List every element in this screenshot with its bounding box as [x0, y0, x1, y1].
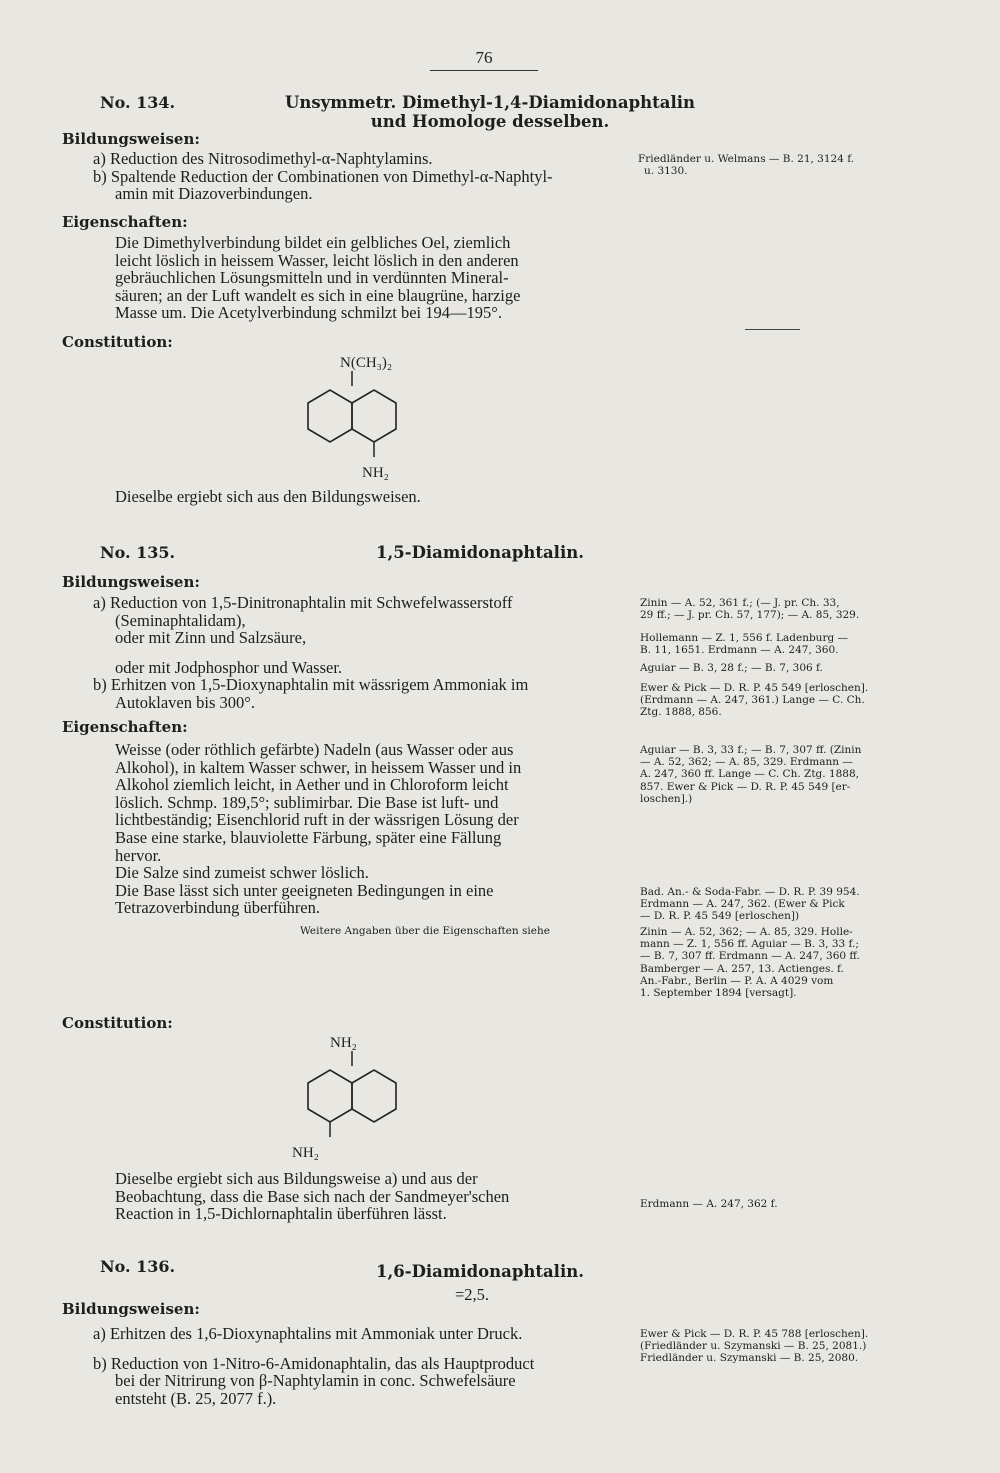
entry-134-title-line1: Unsymmetr. Dimethyl-1,4-Diamidonaphtalin — [285, 93, 695, 112]
entry-135-eig-text — [115, 741, 615, 917]
entry-134-title — [260, 93, 720, 131]
entry-135-eig-line: Base eine starke, blauviolette Färbung, später eine Fällung — [115, 827, 502, 847]
entry-134-number: No. 134. — [100, 93, 176, 112]
benzene-ring-left — [308, 1070, 352, 1122]
ref-line: — D. R. P. 45 549 [erloschen]) — [640, 910, 800, 923]
ref-line: Friedländer u. Szymanski — B. 25, 2080. — [640, 1352, 859, 1365]
entry-136-subtitle: =2,5. — [455, 1285, 490, 1304]
entry-136-bildung-b3: entsteht (B. 25, 2077 f.). — [115, 1388, 277, 1408]
benzene-ring-right — [352, 390, 396, 442]
entry-136-title: 1,6-Diamidonaphtalin. — [376, 1262, 584, 1281]
ref-line: Erdmann — A. 247, 362. (Ewer & Pick — [640, 898, 845, 911]
entry-135-eig-line: hervor. — [115, 845, 162, 865]
entry-134-eig-line: gebräuchlichen Lösungsmitteln und in verdünnten Mineral- — [115, 268, 509, 288]
entry-134-refs — [638, 153, 938, 177]
ref-line: 857. Ewer & Pick — D. R. P. 45 549 [er- — [640, 780, 851, 793]
ref-line: Hollemann — Z. 1, 556 f. Ladenburg — — [640, 632, 849, 644]
entry-135-title-text: 1,5-Diamidonaphtalin. — [376, 543, 584, 562]
ref-line: Ewer & Pick — D. R. P. 45 788 [erloschen]. — [640, 1328, 869, 1340]
ref-line: Bamberger — A. 257, 13. Actienges. f. — [640, 962, 844, 975]
entry-135-bildung — [93, 594, 623, 712]
entry-134-const-note: Dieselbe ergiebt sich aus den Bildungsweisen. — [115, 487, 421, 506]
entry-136-bildung-b2: bei der Nitrirung von β-Naphtylamin in conc. Schwefelsäure — [115, 1371, 516, 1391]
group-amino-top: NH₂ — [330, 1035, 357, 1051]
entry-135-eig-line: Die Base lässt sich unter geeigneten Bedingungen in eine — [115, 880, 494, 900]
ref-line: Zinin — A. 52, 362; — A. 85, 329. Holle- — [640, 926, 853, 938]
entry-136-bildung-b1: b) Reduction von 1-Nitro-6-Amidonaphtalin, das als Hauptproduct — [93, 1353, 535, 1373]
entry-134-bildung-a: a) Reduction des Nitrosodimethyl-α-Naphtylamins. — [93, 149, 433, 168]
entry-135-eig-line: Alkohol), in kaltem Wasser schwer, in heissem Wasser und in — [115, 757, 522, 777]
ref-line: 29 ff.; — J. pr. Ch. 57, 177); — A. 85, 329. — [640, 609, 860, 622]
entry-135-refs-e — [640, 744, 920, 805]
entry-135-eig-line: Tetrazoverbindung überführen. — [115, 898, 321, 918]
entry-136-bildung-label: Bildungsweisen: — [62, 1300, 200, 1318]
entry-134-eig-line: Die Dimethylverbindung bildet ein gelbliches Oel, ziemlich — [115, 233, 511, 252]
entry-135-bildung-a3: oder mit Zinn und Salzsäure, — [115, 628, 307, 648]
ref-line: Ewer & Pick — D. R. P. 45 549 [erloschen]. — [640, 682, 869, 694]
entry-135-bildung-label: Bildungsweisen: — [62, 573, 200, 591]
entry-134-title-line2: und Homologe desselben. — [370, 112, 610, 131]
entry-135-const-line: Dieselbe ergiebt sich aus Bildungsweise a) und aus der — [115, 1169, 478, 1188]
entry-135-number: No. 135. — [100, 543, 176, 562]
entry-134-bildung — [93, 150, 623, 203]
entry-136-refs — [640, 1328, 920, 1365]
naphthalene-structure-135 — [270, 1025, 430, 1165]
page-number: 76 — [430, 48, 538, 71]
entry-136-bildung-a: a) Erhitzen des 1,6-Dioxynaphtalins mit Ammoniak unter Druck. — [93, 1324, 523, 1343]
benzene-ring-left — [308, 390, 352, 442]
group-amino-bottom: NH₂ — [292, 1145, 319, 1161]
ref-line: Aguiar — B. 3, 33 f.; — B. 7, 307 ff. (Zinin — [640, 744, 862, 756]
ref-line: — B. 7, 307 ff. Erdmann — A. 247, 360 ff. — [640, 950, 860, 963]
ref-line: (Friedländer u. Szymanski — B. 25, 2081.) — [640, 1340, 867, 1353]
ref-line: Aguiar — B. 3, 28 f.; — B. 7, 306 f. — [640, 662, 823, 674]
entry-135-eig-label: Eigenschaften: — [62, 718, 188, 736]
entry-135-const-line: Beobachtung, dass die Base sich nach der Sandmeyer'schen — [115, 1186, 510, 1206]
entry-135-title — [330, 543, 630, 562]
entry-135-refs-h — [640, 1198, 920, 1210]
entry-134-bildung-label: Bildungsweisen: — [62, 130, 200, 148]
entry-135-refs-f — [640, 886, 920, 923]
entry-135-bildung-b2: Autoklaven bis 300°. — [115, 692, 255, 712]
entry-135-refs-b — [640, 632, 920, 656]
entry-135-refs-d — [640, 682, 920, 719]
ref-line: An.-Fabr., Berlin — P. A. A 4029 vom — [640, 974, 834, 987]
entry-134-eig-text — [115, 234, 615, 322]
entry-135-refs-a — [640, 597, 920, 621]
group-amino: NH₂ — [362, 465, 389, 481]
ref-line: Zinin — A. 52, 361 f.; (— J. pr. Ch. 33, — [640, 597, 840, 609]
ref-line: A. 247, 360 ff. Lange — C. Ch. Ztg. 1888, — [640, 768, 859, 781]
entry-135-eig-line: löslich. Schmp. 189,5°; sublimirbar. Die Base ist luft- und — [115, 792, 499, 812]
entry-134-bildung-b1: b) Spaltende Reduction der Combinationen von Dimethyl-α-Naphtyl- — [93, 166, 553, 186]
naphthalene-structure-134 — [270, 345, 430, 485]
ref-line: loschen].) — [640, 792, 693, 805]
entry-135-bildung-a1: a) Reduction von 1,5-Dinitronaphtalin mit Schwefelwasserstoff — [93, 593, 513, 612]
ref-line: Bad. An.- & Soda-Fabr. — D. R. P. 39 954. — [640, 886, 860, 898]
entry-134-bildung-b2: amin mit Diazoverbindungen. — [115, 184, 313, 204]
entry-135-const-label: Constitution: — [62, 1014, 173, 1032]
entry-136-bildung — [93, 1325, 623, 1407]
separator-rule — [745, 329, 800, 330]
entry-135-eig-line: Alkohol ziemlich leicht, in Aether und in Chloroform leicht — [115, 775, 509, 795]
group-n-dimethyl: N(CH₃)₂ — [340, 355, 393, 371]
entry-135-bildung-a4: oder mit Jodphosphor und Wasser. — [115, 657, 343, 677]
entry-134-ref-line2: u. 3130. — [644, 165, 688, 178]
entry-135-const-line: Reaction in 1,5-Dichlornaphtalin überführen lässt. — [115, 1204, 447, 1224]
entry-135-bildung-b1: b) Erhitzen von 1,5-Dioxynaphtalin mit wässrigem Ammoniak im — [93, 675, 529, 695]
entry-134-eig-label: Eigenschaften: — [62, 213, 188, 231]
entry-136-number: No. 136. — [100, 1257, 176, 1276]
ref-line: — A. 52, 362; — A. 85, 329. Erdmann — — [640, 756, 853, 769]
entry-135-eig-line: Die Salze sind zumeist schwer löslich. — [115, 863, 369, 883]
entry-135-eig-line: lichtbeständig; Eisenchlorid ruft in der wässrigen Lösung der — [115, 810, 519, 830]
entry-135-eig-line: Weisse (oder röthlich gefärbte) Nadeln (aus Wasser oder aus — [115, 740, 514, 759]
entry-135-weitere-note: Weitere Angaben über die Eigenschaften siehe — [300, 925, 550, 937]
ref-line: (Erdmann — A. 247, 361.) Lange — C. Ch. — [640, 694, 865, 707]
benzene-ring-right — [352, 1070, 396, 1122]
entry-134-eig-line: leicht löslich in heissem Wasser, leicht löslich in den anderen — [115, 250, 519, 270]
ref-line: mann — Z. 1, 556 ff. Aguiar — B. 3, 33 f.; — [640, 938, 859, 951]
entry-134-ref-line1: Friedländer u. Welmans — B. 21, 3124 f. — [638, 153, 855, 165]
entry-135-bildung-a2: (Seminaphtalidam), — [115, 610, 246, 630]
ref-line: Erdmann — A. 247, 362 f. — [640, 1198, 778, 1210]
ref-line: Ztg. 1888, 856. — [640, 706, 722, 719]
entry-135-refs-g — [640, 926, 920, 999]
ref-line: 1. September 1894 [versagt]. — [640, 987, 797, 1000]
entry-135-const-text — [115, 1170, 615, 1223]
ref-line: B. 11, 1651. Erdmann — A. 247, 360. — [640, 644, 839, 657]
entry-135-refs-c — [640, 662, 920, 674]
entry-134-eig-line: säuren; an der Luft wandelt es sich in eine blaugrüne, harzige — [115, 285, 521, 305]
entry-134-eig-line: Masse um. Die Acetylverbindung schmilzt bei 194—195°. — [115, 303, 502, 323]
entry-134-const-label: Constitution: — [62, 333, 173, 351]
